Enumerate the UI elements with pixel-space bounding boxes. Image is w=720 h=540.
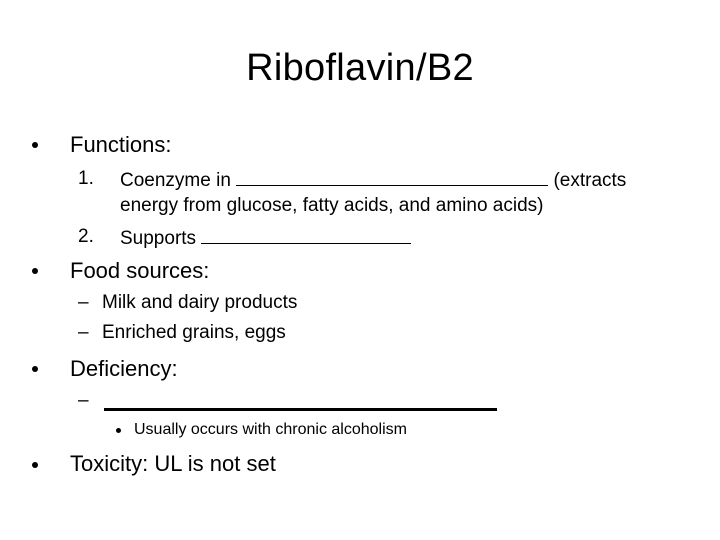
bullet-dot-toxicity (32, 462, 38, 468)
food-sources-item-1: Milk and dairy products (102, 292, 298, 313)
food-sources-heading: Food sources: (70, 258, 210, 283)
functions-item-1-suffix: (extracts (553, 170, 627, 191)
functions-heading: Functions: (70, 132, 172, 157)
functions-item-2-text: Supports (120, 228, 197, 249)
functions-item-1-line1 (120, 167, 626, 193)
slide-title: Riboflavin/B2 (246, 47, 474, 89)
bullet-dot-deficiency (32, 366, 38, 372)
deficiency-dash: – (78, 390, 89, 411)
functions-item-2-blank (201, 225, 411, 244)
bullet-dot-functions (32, 142, 38, 148)
functions-item-2-line (120, 225, 411, 251)
functions-item-1-marker: 1. (78, 168, 94, 189)
bullet-dot-food-sources (32, 268, 38, 274)
functions-item-1-prefix: Coenzyme in (120, 170, 231, 191)
bullet-dot-deficiency-note (116, 428, 121, 433)
food-sources-dash-2: – (78, 322, 89, 343)
toxicity-heading: Toxicity: UL is not set (70, 451, 276, 476)
functions-item-2-marker: 2. (78, 226, 94, 247)
food-sources-dash-1: – (78, 292, 89, 313)
food-sources-item-2: Enriched grains, eggs (102, 322, 286, 343)
deficiency-note: Usually occurs with chronic alcoholism (134, 421, 407, 438)
functions-item-1-blank (236, 167, 548, 186)
functions-item-1-line2: energy from glucose, fatty acids, and amino acids) (120, 195, 544, 216)
deficiency-blank (104, 408, 497, 411)
deficiency-heading: Deficiency: (70, 356, 178, 381)
